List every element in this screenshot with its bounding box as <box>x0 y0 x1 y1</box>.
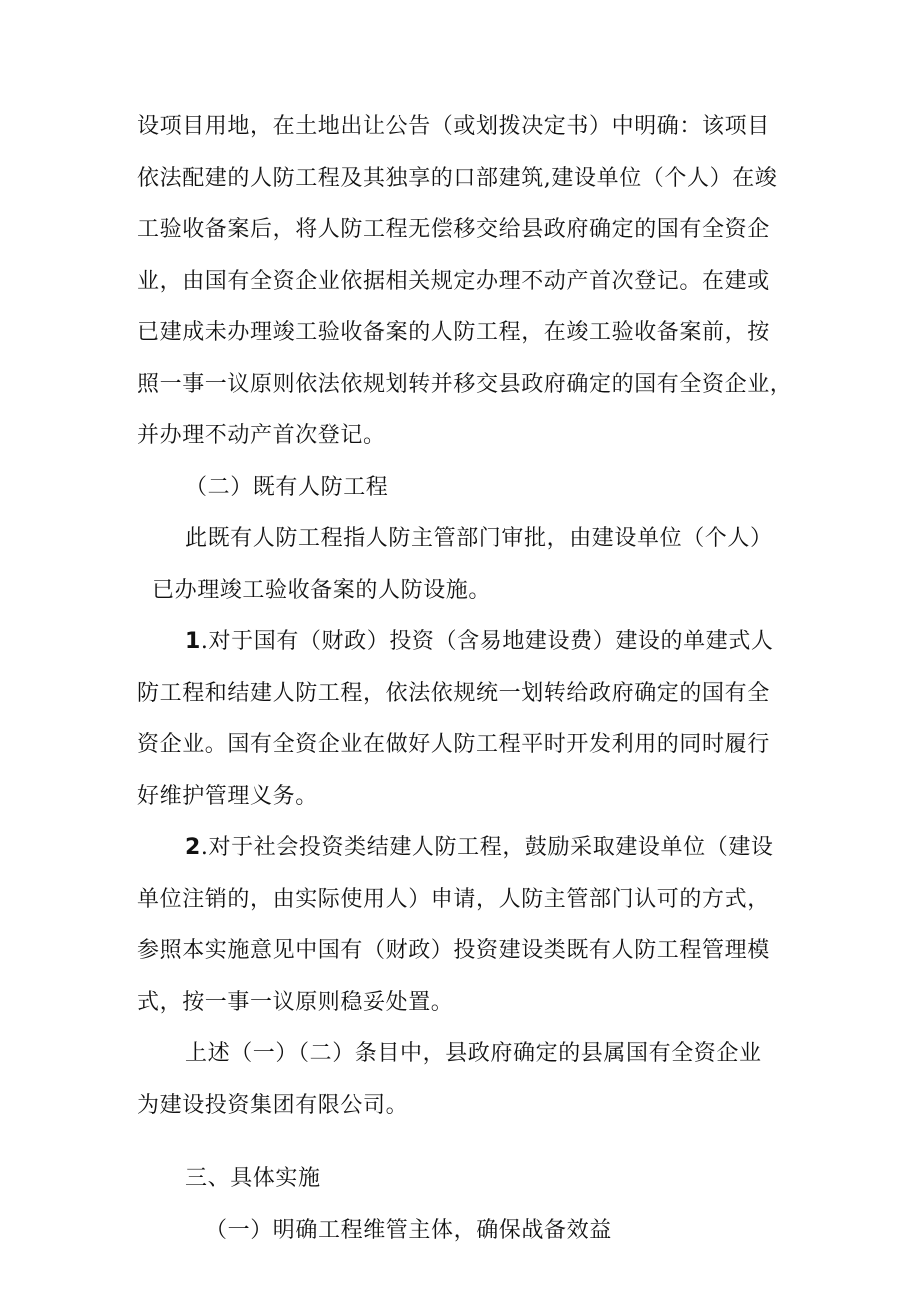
para3-line-1: 上述（一）（二）条目中，县政府确定的县属国有全资企业 <box>185 1041 762 1066</box>
para1-line-7: 并办理不动产首次登记。 <box>137 423 386 448</box>
item2-line-1 <box>185 833 774 863</box>
para2-line-1: 此既有人防工程指人防主管部门审批，由建设单位（个人） <box>185 526 773 551</box>
item1-line-1 <box>185 627 774 657</box>
section-3-title: 三、具体实施 <box>185 1166 321 1191</box>
item2-line-1-text: .对于社会投资类结建人防工程，鼓励采取建设单位（建设 <box>200 835 774 860</box>
item1-line-1-text: .对于国有（财政）投资（含易地建设费）建设的单建式人 <box>200 629 774 654</box>
item1-line-4: 好维护管理义务。 <box>137 783 318 809</box>
para1-line-2: 依法配建的人防工程及其独享的口部建筑,建设单位（个人）在竣 <box>137 165 778 191</box>
section-3-subheading-1: （一）明确工程维管主体，确保战备效益 <box>205 1217 612 1243</box>
item1-line-3: 资企业。国有全资企业在做好人防工程平时开发利用的同时履行 <box>137 732 770 757</box>
item2-line-4: 式，按一事一议原则稳妥处置。 <box>137 989 454 1015</box>
para2-line-2: 已办理竣工验收备案的人防设施。 <box>152 577 492 603</box>
item2-number: 2 <box>185 835 201 860</box>
para3-line-2: 为建设投资集团有限公司。 <box>137 1092 409 1118</box>
item1-number: 1 <box>185 629 201 654</box>
para1-line-5: 已建成未办理竣工验收备案的人防工程，在竣工验收备案前，按 <box>137 320 770 345</box>
item2-line-2: 单位注销的，由实际使用人）申请，人防主管部门认可的方式， <box>137 886 770 912</box>
para1-line-3: 工验收备案后，将人防工程无偿移交给县政府确定的国有全资企 <box>137 217 770 242</box>
item1-line-2: 防工程和结建人防工程，依法依规统一划转给政府确定的国有全 <box>137 680 770 706</box>
para1-line-1: 设项目用地，在土地出让公告（或划拨决定书）中明确：该项目 <box>137 114 770 139</box>
para1-line-6: 照一事一议原则依法依规划转并移交县政府确定的国有全资企业， <box>137 371 793 397</box>
para1-line-4: 业，由国有全资企业依据相关规定办理不动产首次登记。在建或 <box>137 268 770 294</box>
heading-existing-civil-defense: （二）既有人防工程 <box>185 474 389 500</box>
item2-line-3: 参照本实施意见中国有（财政）投资建设类既有人防工程管理模 <box>137 938 770 963</box>
